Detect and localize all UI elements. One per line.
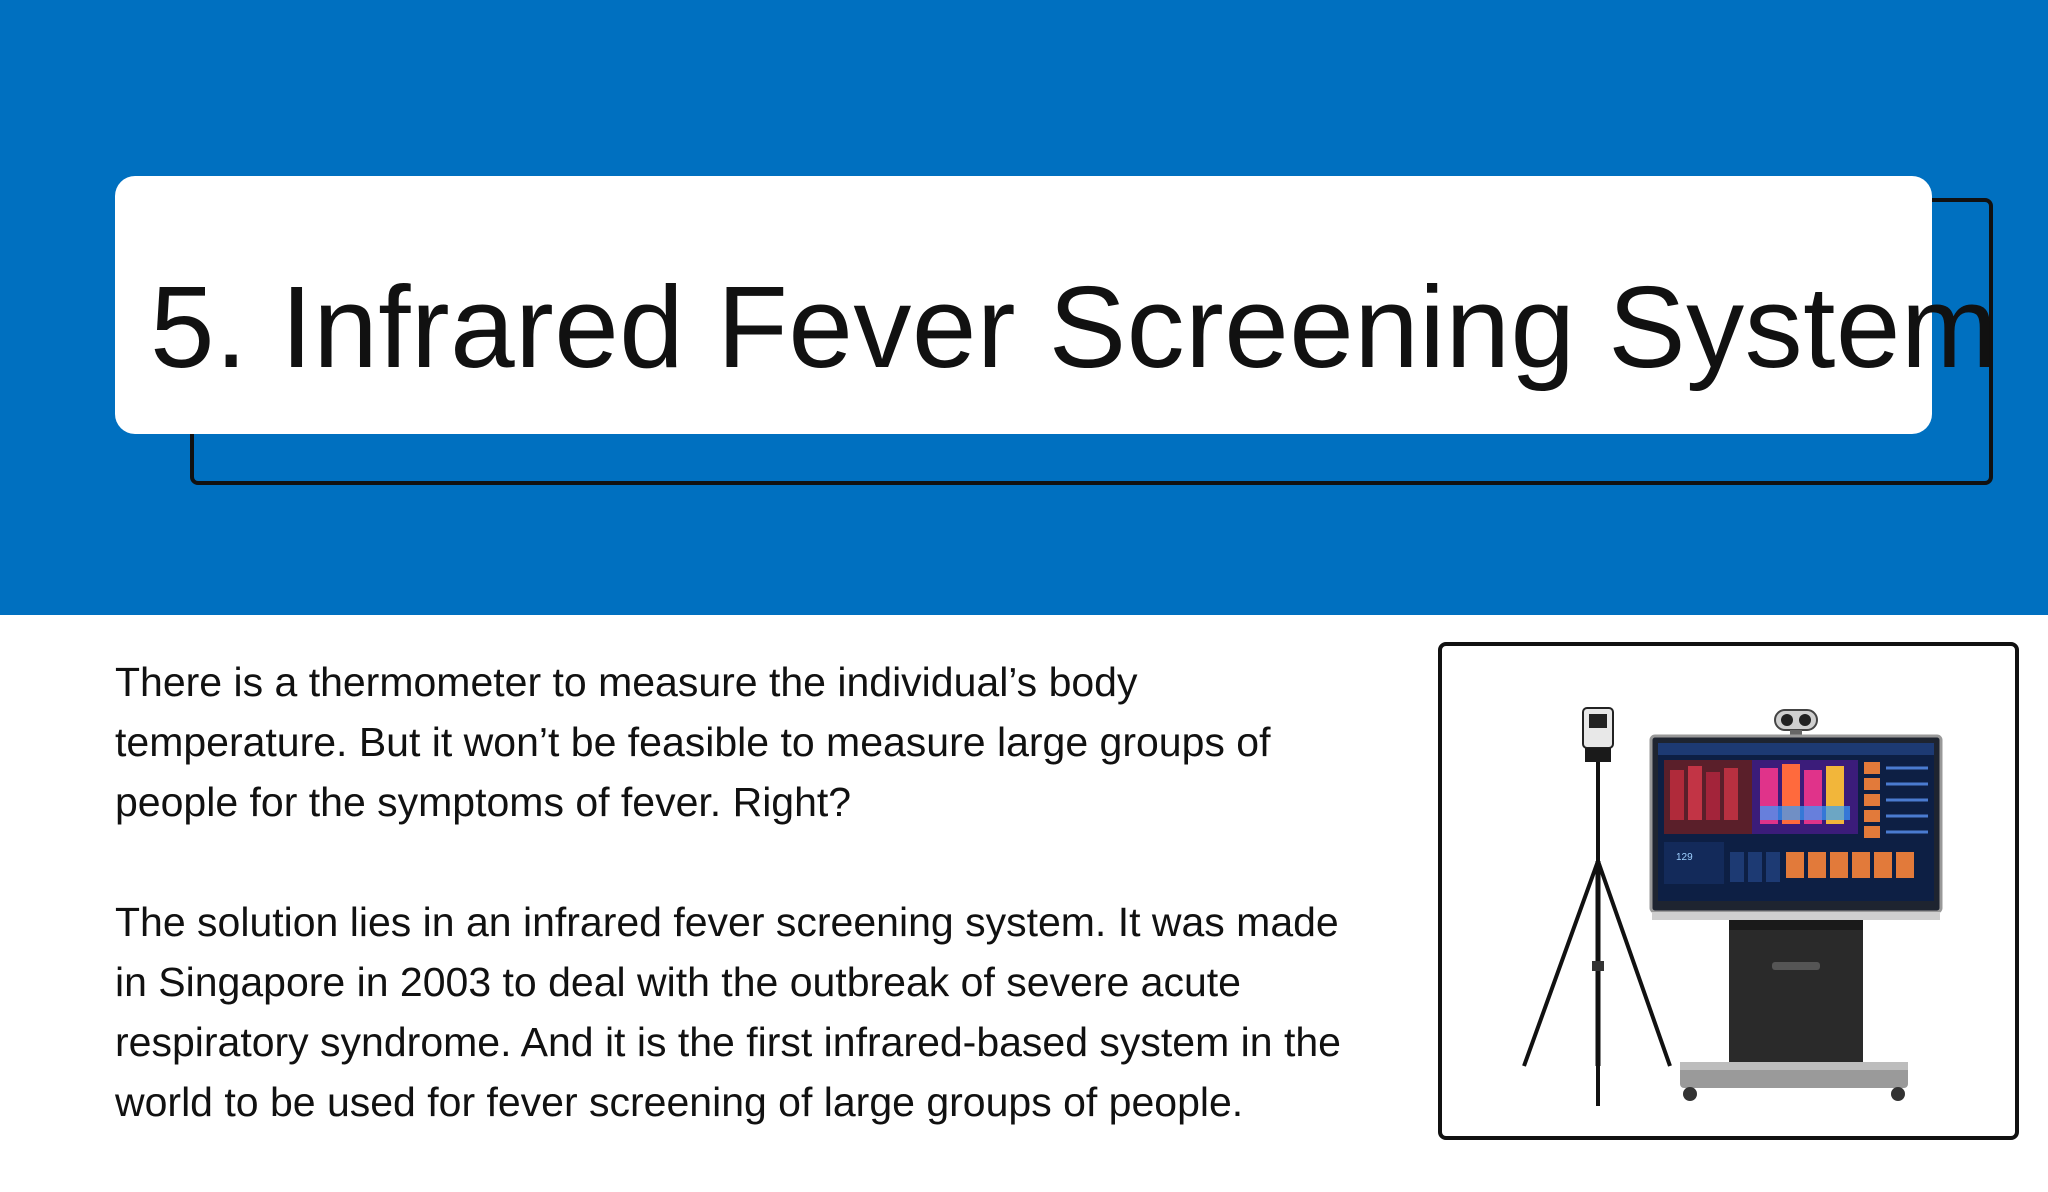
product-image-frame [1438, 642, 2019, 1140]
paragraph-1: There is a thermometer to measure the individual’s body temperature. But it won’t be feasible to measure large groups of people for the symptoms of fever. Right? [115, 659, 1271, 825]
monitor-icon [1651, 736, 1941, 912]
monitor-camera-icon [1775, 710, 1817, 738]
tripod-camera-icon [1524, 708, 1670, 1106]
paragraph-2: The solution lies in an infrared fever screening system. It was made in Singapore in 2003 to deal with the outbreak of severe acute respiratory syndrome. And it is the first infrared-based system in the world to be used for fever screening of large groups of people. [115, 899, 1341, 1125]
slide-title: 5. Infrared Fever Screening System [150, 262, 1999, 392]
screen-counter: 129 [1676, 852, 1693, 863]
thermal-screening-kiosk-illustration [1442, 646, 2015, 1136]
body-text [115, 652, 1415, 1192]
kiosk-stand-icon [1652, 912, 1940, 1101]
